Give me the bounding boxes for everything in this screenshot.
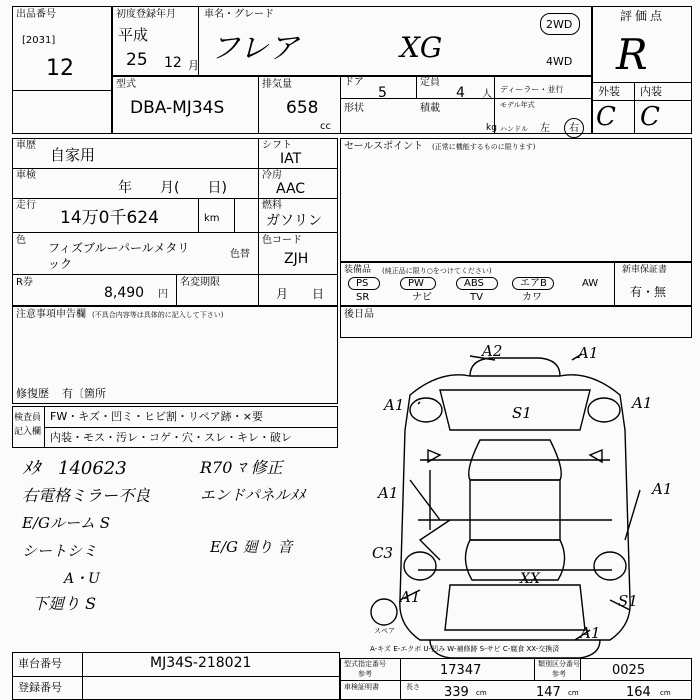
repair-value: 有〔箇所 (62, 387, 106, 400)
inspector-row-2: 内装・モス・汚レ・コゲ・穴・スレ・キレ・破レ (50, 431, 292, 444)
mileage-unit: km (204, 213, 220, 224)
color-value-1: フィズブルーパールメタリ (48, 241, 190, 255)
inspector-label-1: 検査員 (14, 413, 42, 423)
era: 平成 (118, 26, 149, 44)
interior-label: 内装 (640, 85, 662, 98)
shift-value: IAT (280, 151, 302, 167)
ac-value: AAC (276, 181, 306, 197)
reg-month: 12 (164, 55, 182, 71)
lot-label: 出品番号 (16, 9, 56, 20)
type-designation-label: 型式指定番号 (344, 660, 386, 668)
inspector-label-2: 記入欄 (14, 427, 42, 437)
hw-underbody: 下廻り S (32, 594, 97, 613)
capacity-value: 4 (456, 85, 465, 101)
wheel-front-left (410, 398, 442, 422)
later-label: 後日品 (344, 309, 374, 320)
hw-engine-noise: E/G 廻り 音 (210, 538, 293, 556)
dmg-s1-right-rear: S1 (618, 592, 638, 610)
mileage-value: 14万0千624 (60, 208, 159, 228)
first-reg-label: 初度登録年月 (116, 9, 176, 20)
hw-engine-room: E/Gルーム S (22, 514, 111, 532)
notes-note: (不具合内容等は具体的に記入して下さい) (92, 311, 224, 319)
equip-leather: カワ (522, 292, 542, 303)
inspection-value: 年 月( 日) (118, 180, 227, 196)
model-year-label: モデル年式 (500, 101, 535, 109)
hw-mirror: 右電格ミラー不良 (22, 486, 151, 505)
recycle-note: 色替 (230, 249, 250, 260)
dmg-a2-front: A2 (482, 342, 503, 360)
equip-abs: ABS (464, 278, 484, 289)
class-label: 類別区分番号 (538, 660, 580, 668)
mileage-label: 走行 (16, 200, 36, 211)
capacity-unit: 人 (482, 89, 492, 100)
height-unit: cm (660, 689, 671, 697)
front-bumper (470, 358, 560, 376)
equipment-note: (純正品に限り○をつけてください) (382, 267, 492, 275)
dmg-a1-rear: A1 (580, 624, 601, 642)
chassis-label: 車台番号 (18, 657, 62, 670)
type-label: 型式 (116, 79, 136, 90)
equipment-label: 装備品 (344, 265, 372, 275)
color-label: 色 (16, 235, 26, 246)
sales-point-label: セールスポイント (344, 141, 424, 152)
load-label: 積載 (420, 103, 440, 114)
month-unit: 月 (188, 59, 199, 72)
damage-legend: A-キズ E-エクボ U-凹み W-補修跡 S-サビ C-腐食 XX-交換済 (370, 645, 560, 653)
exterior-label: 外装 (598, 85, 620, 98)
displacement-unit: cc (320, 121, 331, 132)
dealer-label: ディーラー・並行 (500, 85, 564, 94)
handle-left: 左 (540, 123, 550, 134)
length-value: 339 (444, 685, 469, 700)
equip-navi: ナビ (412, 292, 432, 303)
type-value: DBA-MJ34S (130, 98, 225, 118)
interior-grade: C (640, 102, 660, 132)
hw-mileage: ﾒﾀ 140623 (22, 458, 127, 479)
dmg-s1-hood: S1 (512, 404, 532, 422)
hw-endpanel: エンドパネルﾒﾒ (200, 486, 305, 504)
hw-au: A・U (64, 571, 100, 587)
kg-label: kg (486, 123, 497, 133)
dmg-a1-left-rear: A1 (400, 588, 421, 606)
type-designation-value: 17347 (440, 663, 482, 678)
ac-label: 冷房 (262, 170, 282, 181)
displacement-label: 排気量 (262, 79, 292, 90)
equip-aw: AW (582, 278, 599, 289)
doors-label: ドア (344, 77, 364, 88)
inspector-row-1: FW・キズ・凹ミ・ヒビ割・リペア跡・×要 (50, 410, 263, 423)
dmg-a1-front-right: A1 (578, 344, 599, 362)
notes-label: 注意事項申告欄 (16, 309, 86, 320)
drive-4wd: 4WD (546, 55, 573, 68)
inspection-label: 車検 (16, 170, 36, 181)
warranty-value: 有・無 (630, 285, 667, 299)
capacity-label: 定員 (420, 77, 440, 88)
handle-label: ハンドル (500, 125, 528, 133)
type-ref-1: 参考 (358, 670, 372, 678)
fuel-label: 燃料 (262, 200, 282, 211)
roof (470, 480, 560, 540)
equip-sr: SR (356, 292, 370, 303)
class-value: 0025 (612, 663, 646, 678)
wheel-rear-right (594, 552, 626, 580)
class-ref: 参考 (552, 670, 566, 678)
spare-label: スペア (374, 627, 395, 635)
dmg-a1-left-side: A1 (378, 484, 399, 502)
equip-airbag: エアB (520, 278, 547, 289)
hw-r70: R70 ﾏ 修正 (200, 458, 283, 477)
reg-label: 登録番号 (18, 681, 62, 694)
recycle-unit: 円 (158, 289, 168, 300)
lot-number: 12 (46, 56, 74, 81)
warranty-label: 新車保証書 (622, 265, 668, 275)
grade: XG (400, 31, 443, 64)
length-unit: cm (476, 689, 487, 697)
score-label: 評価点 (620, 9, 666, 23)
hw-seat-stain: シートシミ (22, 542, 98, 560)
displacement-value: 658 (286, 98, 319, 118)
dmg-a1-right-front: A1 (632, 394, 653, 412)
name-change-value: 月 日 (276, 287, 325, 301)
sales-point-note: (正常に機能するものに限ります) (432, 143, 536, 151)
exterior-grade: C (596, 102, 616, 132)
model-name: フレア (210, 31, 299, 66)
color-code-value: ZJH (284, 251, 309, 267)
dmg-a1-right-side: A1 (652, 480, 673, 498)
dmg-a1-left-front: A1 (384, 396, 405, 414)
history-label: 車歴 (16, 140, 36, 151)
dmg-c3-left-rear: C3 (372, 544, 394, 562)
handle-right: 右 (569, 123, 579, 134)
wheel-front-right (588, 398, 620, 422)
cert-label: 車検証明書 (344, 683, 379, 691)
repair-label: 修復歴 (16, 387, 49, 400)
equip-ps: PS (356, 278, 369, 289)
tailgate (445, 585, 585, 630)
shift-label: シフト (262, 140, 292, 151)
rear-glass (465, 540, 564, 580)
chassis-value: MJ34S-218021 (150, 655, 252, 671)
spare-tire (371, 599, 397, 625)
shape-label: 形状 (344, 103, 364, 114)
recycle-label: R券 (16, 277, 33, 288)
name-change-label: 名変期限 (180, 277, 220, 288)
lot-sub: [2031] (22, 35, 56, 46)
length-label: 長さ (406, 683, 420, 691)
model-grade-label: 車名・グレード (204, 9, 274, 20)
recycle-value: 8,490 (104, 285, 145, 301)
wheel-rear-left (404, 552, 436, 580)
history-value: 自家用 (50, 146, 96, 164)
equip-tv: TV (470, 292, 483, 303)
fuel-value: ガソリン (266, 213, 322, 229)
reg-year: 25 (126, 50, 148, 70)
dmg-xx-rear-glass: XX (520, 571, 540, 587)
score-value: R (616, 30, 648, 79)
color-value-2: ック (48, 257, 73, 271)
width-unit: cm (568, 689, 579, 697)
width-value: 147 (536, 685, 561, 700)
drive-2wd: 2WD (546, 18, 573, 31)
doors-value: 5 (378, 85, 387, 101)
color-code-label: 色コード (262, 235, 302, 246)
equip-pw: PW (408, 278, 424, 289)
height-value: 164 (626, 685, 651, 700)
